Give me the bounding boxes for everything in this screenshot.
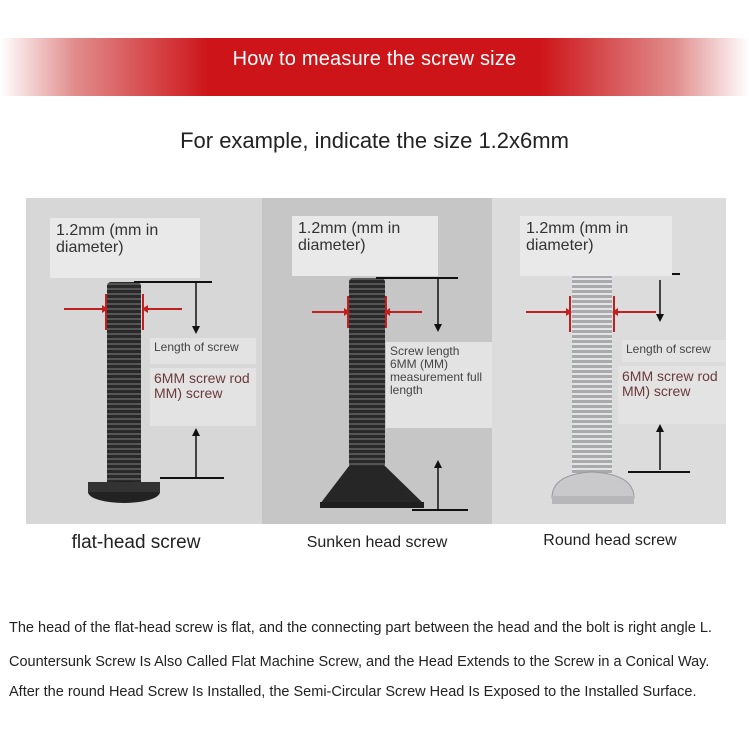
length-label: Length of screw [150,338,256,364]
sunken-head-screw-panel [262,198,492,524]
example-subtitle: For example, indicate the size 1.2x6mm [180,128,569,153]
flat-head-caption: flat-head screw [71,532,201,553]
round-head-description: After the round Head Screw Is Installed, the Semi-Circular Screw Head Is Exposed to the Installed Surface. [9,684,697,700]
round-head-caption: Round head screw [543,532,677,549]
rod-label [618,366,726,424]
diameter-label: 1.2mm (mm in diameter) [50,218,200,278]
diameter-label: 1.2mm (mm in diameter) [292,216,438,276]
round-head-screw-panel [492,198,726,524]
sunken-head-caption: Sunken head screw [306,534,448,551]
flat-head-screw-panel [26,198,262,524]
diameter-label: 1.2mm (mm in diameter) [520,216,672,276]
rod-label [150,368,256,426]
rod-label-text: 6MM screw rod MM) screw [622,368,718,399]
rod-label-text: 6MM screw rod MM) screw [154,370,250,401]
countersunk-description: Countersunk Screw Is Also Called Flat Machine Screw, and the Head Extends to the Screw in a Conical Way. [9,654,710,670]
length-label: Screw length 6MM (MM) measurement full length [386,342,492,428]
banner-title: How to measure the screw size [232,48,517,70]
flat-head-description: The head of the flat-head screw is flat, and the connecting part between the head and the bolt is right angle L. [9,620,712,636]
length-label: Length of screw [622,340,726,362]
